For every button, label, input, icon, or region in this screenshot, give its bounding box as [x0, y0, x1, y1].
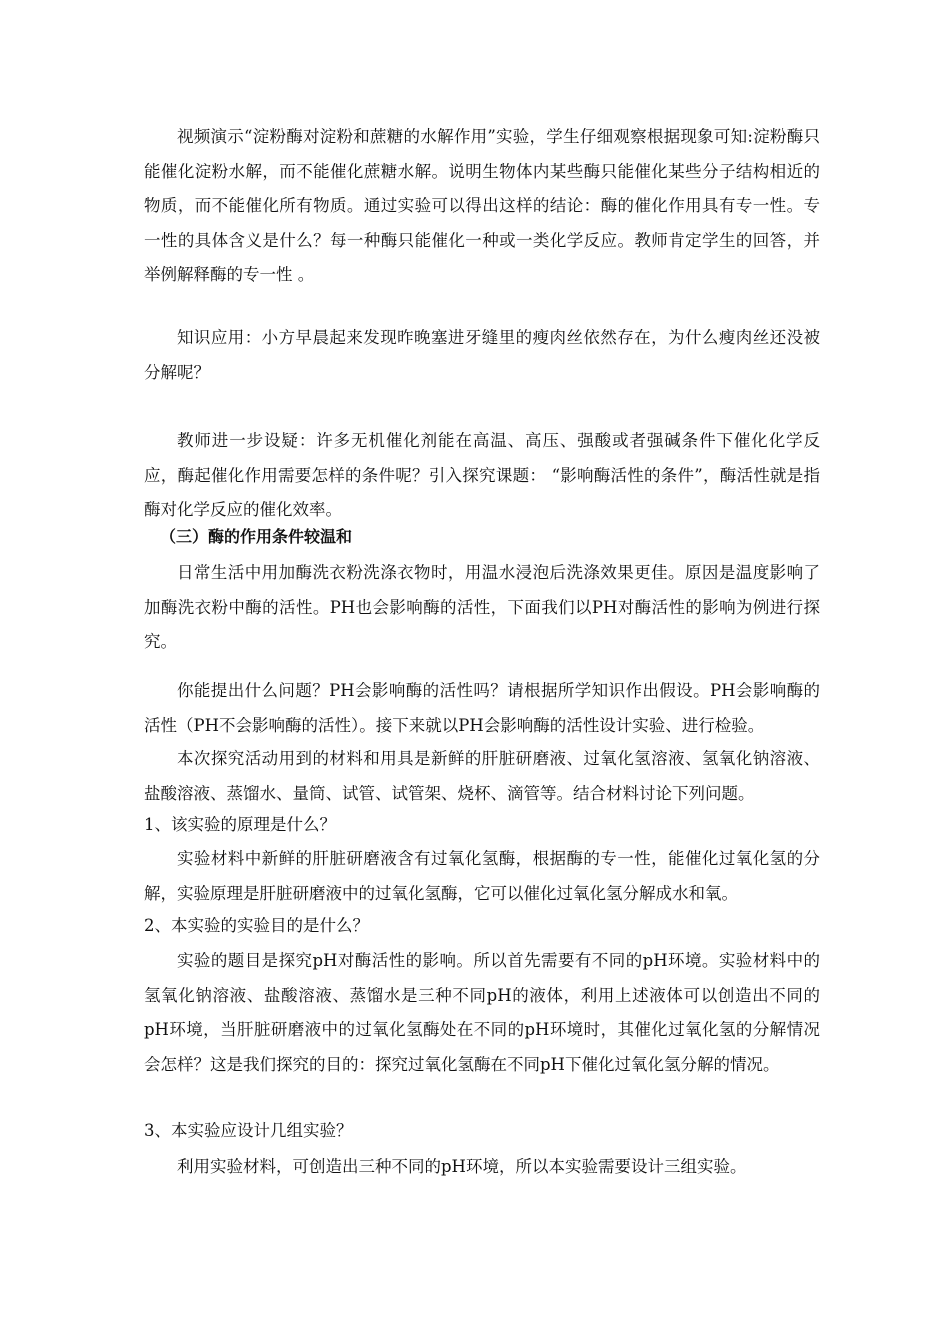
- answer-3: 利用实验材料，可创造出三种不同的pH环境，所以本实验需要设计三组实验。: [177, 1157, 747, 1176]
- question-2: 2、本实验的实验目的是什么？: [144, 916, 369, 935]
- paragraph-materials: 本次探究活动用到的材料和用具是新鲜的肝脏研磨液、过氧化氢溶液、氢氧化钠溶液、盐酸溶液、蒸馏水、量筒、试管、试管架、烧杯、滴管等。结合材料讨论下列问题。: [144, 749, 820, 803]
- paragraph-daily-life: 日常生活中用加酶洗衣粉洗涤衣物时，用温水浸泡后洗涤效果更佳。原因是温度影响了加酶洗衣粉中酶的活性。PH也会影响酶的活性，下面我们以PH对酶活性的影响为例进行探究。: [144, 563, 820, 651]
- answer-2: 实验的题目是探究pH对酶活性的影响。所以首先需要有不同的pH环境。实验材料中的氢氧化钠溶液、盐酸溶液、蒸馏水是三种不同pH的液体，利用上述液体可以创造出不同的pH环境，当肝脏研磨液中的过氧化氢酶处在不同的pH环境时，其催化过氧化氢的分解情况会怎样？这是我们探究的目的：探究过氧化氢酶在不同pH下催化过氧化氢分解的情况。: [144, 951, 820, 1074]
- answer-1: 实验材料中新鲜的肝脏研磨液含有过氧化氢酶，根据酶的专一性，能催化过氧化氢的分解，实验原理是肝脏研磨液中的过氧化氢酶，它可以催化过氧化氢分解成水和氧。: [144, 849, 820, 903]
- paragraph-knowledge-application: 知识应用：小方早晨起来发现昨晚塞进牙缝里的瘦肉丝依然存在，为什么瘦肉丝还没被分解呢？: [144, 328, 820, 382]
- paragraph-teacher-question: 教师进一步设疑：许多无机催化剂能在高温、高压、强酸或者强碱条件下催化化学反应，酶起催化作用需要怎样的条件呢？引入探究课题： “影响酶活性的条件”，酶活性就是指酶对化学反应的催化效率。: [144, 431, 820, 519]
- paragraph-hypothesis: 你能提出什么问题？PH会影响酶的活性吗？请根据所学知识作出假设。PH会影响酶的活性（PH不会影响酶的活性）。接下来就以PH会影响酶的活性设计实验、进行检验。: [144, 681, 820, 735]
- paragraph-video-demo: 视频演示“淀粉酶对淀粉和蔗糖的水解作用”实验，学生仔细观察根据现象可知:淀粉酶只能催化淀粉水解，而不能催化蔗糖水解。说明生物体内某些酶只能催化某些分子结构相近的物质，而不能催化所有物质。通过实验可以得出这样的结论：酶的催化作用具有专一性。专一性的具体含义是什么？每一种酶只能催化一种或一类化学反应。教师肯定学生的回答，并举例解释酶的专一性 。: [144, 127, 820, 284]
- section-heading: （三）酶的作用条件较温和: [160, 527, 353, 546]
- question-1: 1、该实验的原理是什么？: [144, 815, 336, 834]
- question-3: 3、本实验应设计几组实验？: [144, 1121, 353, 1140]
